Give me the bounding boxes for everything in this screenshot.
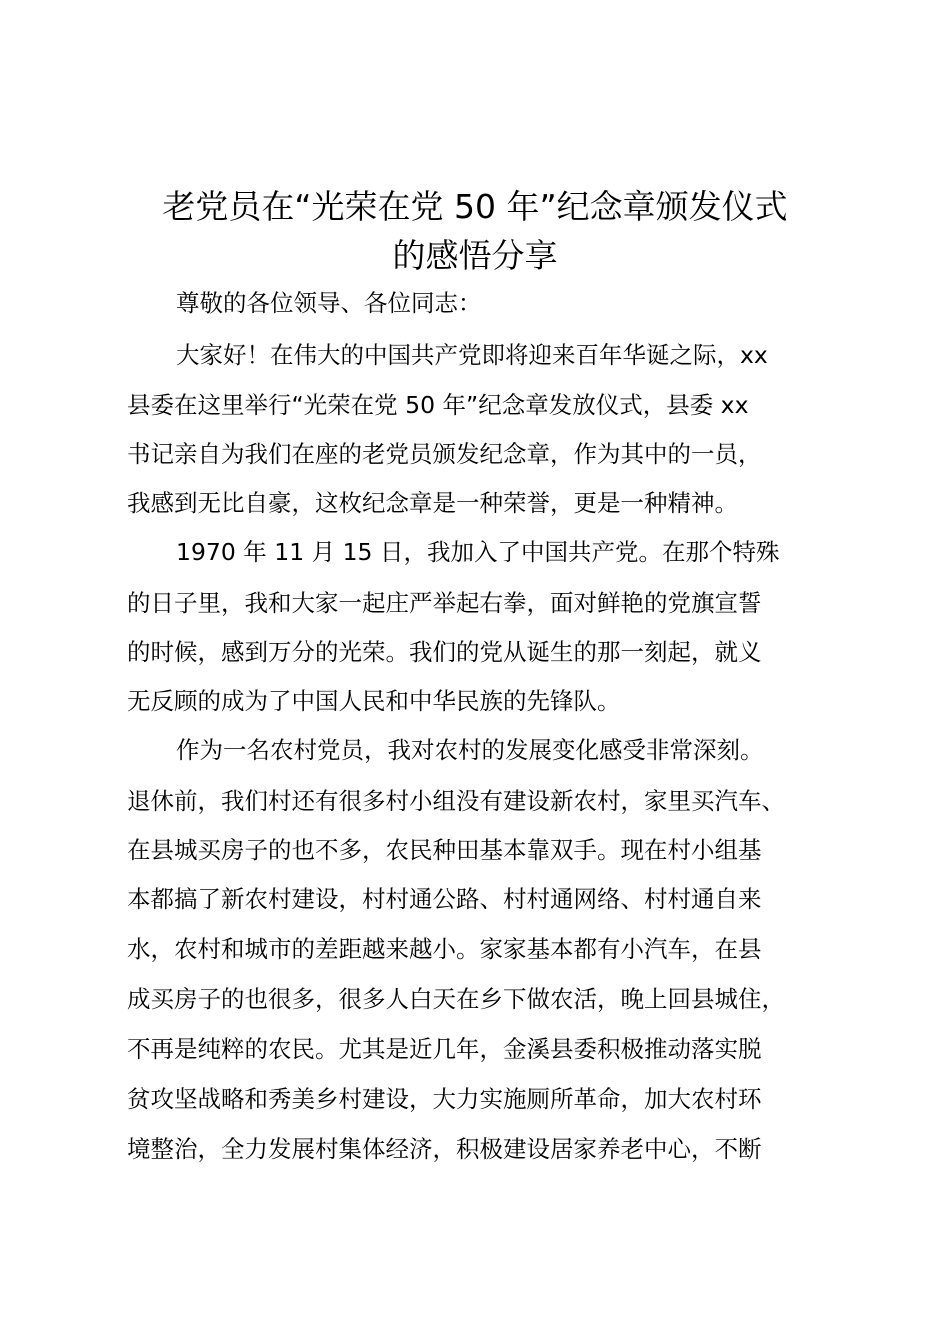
paragraph-3-line-1: 作为一名农村党员，我对农村的发展变化感受非常深刻。 (176, 736, 764, 764)
document-title-line-1: 老党员在“光荣在党 50 年”纪念章颁发仪式 (162, 187, 788, 226)
document-title-line-2: 的感悟分享 (392, 236, 558, 275)
paragraph-3-line-9: 境整治，全力发展村集体经济，积极建设居家养老中心，不断 (127, 1135, 762, 1163)
paragraph-3-line-5: 水，农村和城市的差距越来越小。家家基本都有小汽车，在县 (127, 935, 762, 963)
paragraph-3-line-6: 成买房子的也很多，很多人白天在乡下做农活，晚上回县城住， (127, 985, 785, 1013)
salutation: 尊敬的各位领导、各位同志： (176, 289, 482, 317)
paragraph-3-line-2: 退休前，我们村还有很多村小组没有建设新农村，家里买汽车、 (127, 787, 785, 815)
paragraph-3-line-3: 在县城买房子的也不多，农民种田基本靠双手。现在村小组基 (127, 836, 762, 864)
paragraph-1-line-3: 书记亲自为我们在座的老党员颁发纪念章，作为其中的一员， (127, 440, 762, 468)
paragraph-2-line-4: 无反顾的成为了中国人民和中华民族的先锋队。 (127, 687, 621, 715)
paragraph-2-line-3: 的时候，感到万分的光荣。我们的党从诞生的那一刻起，就义 (127, 638, 762, 666)
paragraph-1-line-1: 大家好！在伟大的中国共产党即将迎来百年华诞之际，xx (176, 341, 768, 369)
paragraph-1-line-4: 我感到无比自豪，这枚纪念章是一种荣誉，更是一种精神。 (127, 489, 738, 517)
paragraph-1-line-2: 县委在这里举行“光荣在党 50 年”纪念章发放仪式，县委 xx (127, 391, 749, 419)
paragraph-3-line-7: 不再是纯粹的农民。尤其是近几年，金溪县委积极推动落实脱 (127, 1035, 762, 1063)
paragraph-2-line-2: 的日子里，我和大家一起庄严举起右拳，面对鲜艳的党旗宣誓 (127, 589, 762, 617)
paragraph-2-line-1: 1970 年 11 月 15 日，我加入了中国共产党。在那个特殊 (176, 538, 780, 566)
paragraph-3-line-4: 本都搞了新农村建设，村村通公路、村村通网络、村村通自来 (127, 885, 762, 913)
paragraph-3-line-8: 贫攻坚战略和秀美乡村建设，大力实施厕所革命，加大农村环 (127, 1085, 762, 1113)
